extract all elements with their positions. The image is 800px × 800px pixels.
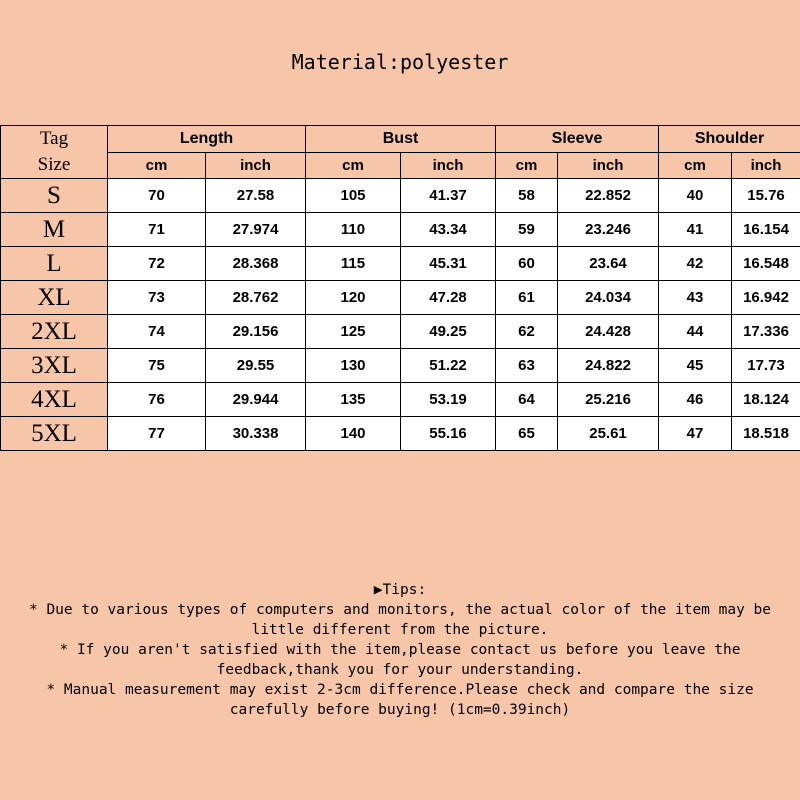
measurement-cell: 17.73: [732, 349, 800, 383]
measurement-cell: 63: [496, 349, 558, 383]
measurement-cell: 24.822: [558, 349, 659, 383]
measurement-cell: 60: [496, 247, 558, 281]
measurement-cell: 28.368: [206, 247, 306, 281]
measurement-cell: 30.338: [206, 417, 306, 451]
measurement-cell: 115: [306, 247, 401, 281]
tag-size-header: [1, 126, 108, 179]
measurement-cell: 29.55: [206, 349, 306, 383]
measurement-cell: 45: [659, 349, 732, 383]
measurement-cell: 47.28: [401, 281, 496, 315]
size-cell: 2XL: [1, 315, 108, 349]
measurement-cell: 25.216: [558, 383, 659, 417]
measurement-cell: 135: [306, 383, 401, 417]
measurement-cell: 53.19: [401, 383, 496, 417]
size-cell: XL: [1, 281, 108, 315]
measurement-cell: 61: [496, 281, 558, 315]
measurement-cell: 62: [496, 315, 558, 349]
size-cell: 5XL: [1, 417, 108, 451]
measurement-cell: 42: [659, 247, 732, 281]
length-header: Length: [108, 126, 306, 153]
measurement-cell: 41: [659, 213, 732, 247]
measurement-cell: 22.852: [558, 179, 659, 213]
measurement-cell: 77: [108, 417, 206, 451]
measurement-cell: 55.16: [401, 417, 496, 451]
measurement-cell: 51.22: [401, 349, 496, 383]
measurement-cell: 110: [306, 213, 401, 247]
size-cell: S: [1, 179, 108, 213]
header-unit-row: [1, 152, 800, 179]
measurement-cell: 16.942: [732, 281, 800, 315]
unit-header: cm: [306, 152, 401, 179]
unit-header: cm: [108, 152, 206, 179]
measurement-cell: 29.944: [206, 383, 306, 417]
measurement-cell: 72: [108, 247, 206, 281]
measurement-cell: 46: [659, 383, 732, 417]
measurement-cell: 18.124: [732, 383, 800, 417]
measurement-cell: 70: [108, 179, 206, 213]
measurement-cell: 75: [108, 349, 206, 383]
measurement-cell: 59: [496, 213, 558, 247]
sleeve-header: Sleeve: [496, 126, 659, 153]
size-label: Size: [37, 154, 71, 175]
tips-line: * Manual measurement may exist 2-3cm difference.Please check and compare the size: [46, 682, 754, 698]
header-group-row: [1, 126, 800, 153]
measurement-cell: 125: [306, 315, 401, 349]
measurement-cell: 74: [108, 315, 206, 349]
tips-line: * If you aren't satisfied with the item,please contact us before you leave the: [59, 642, 741, 658]
measurement-cell: 105: [306, 179, 401, 213]
measurement-cell: 28.762: [206, 281, 306, 315]
tips-heading: ▶Tips:: [373, 582, 427, 598]
measurement-cell: 49.25: [401, 315, 496, 349]
bust-header: Bust: [306, 126, 496, 153]
tips-line: * Due to various types of computers and monitors, the actual color of the item may be: [28, 602, 772, 618]
table-row: [1, 247, 800, 281]
measurement-cell: 44: [659, 315, 732, 349]
measurement-cell: 76: [108, 383, 206, 417]
measurement-cell: 16.154: [732, 213, 800, 247]
measurement-cell: 23.64: [558, 247, 659, 281]
page-title: Material:polyester: [291, 50, 509, 74]
measurement-cell: 15.76: [732, 179, 800, 213]
measurement-cell: 16.548: [732, 247, 800, 281]
measurement-cell: 73: [108, 281, 206, 315]
measurement-cell: 43: [659, 281, 732, 315]
unit-header: inch: [206, 152, 306, 179]
unit-header: inch: [401, 152, 496, 179]
measurement-cell: 27.58: [206, 179, 306, 213]
measurement-cell: 18.518: [732, 417, 800, 451]
measurement-cell: 40: [659, 179, 732, 213]
measurement-cell: 71: [108, 213, 206, 247]
unit-header: inch: [732, 152, 800, 179]
size-chart-table: [0, 125, 800, 451]
unit-header: cm: [659, 152, 732, 179]
measurement-cell: 29.156: [206, 315, 306, 349]
tips-section: [0, 580, 800, 720]
shoulder-header: Shoulder: [659, 126, 800, 153]
measurement-cell: 120: [306, 281, 401, 315]
measurement-cell: 23.246: [558, 213, 659, 247]
measurement-cell: 41.37: [401, 179, 496, 213]
table-row: [1, 417, 800, 451]
table-row: [1, 315, 800, 349]
unit-header: cm: [496, 152, 558, 179]
measurement-cell: 45.31: [401, 247, 496, 281]
tips-line: feedback,thank you for your understanding.: [216, 662, 584, 678]
measurement-cell: 25.61: [558, 417, 659, 451]
measurement-cell: 24.428: [558, 315, 659, 349]
table-row: [1, 179, 800, 213]
measurement-cell: 65: [496, 417, 558, 451]
measurement-cell: 24.034: [558, 281, 659, 315]
table-row: [1, 383, 800, 417]
table-row: [1, 349, 800, 383]
size-cell: L: [1, 247, 108, 281]
measurement-cell: 27.974: [206, 213, 306, 247]
measurement-cell: 140: [306, 417, 401, 451]
measurement-cell: 58: [496, 179, 558, 213]
measurement-cell: 47: [659, 417, 732, 451]
size-cell: 3XL: [1, 349, 108, 383]
tips-line: carefully before buying! (1cm=0.39inch): [229, 702, 571, 718]
table-row: [1, 213, 800, 247]
measurement-cell: 17.336: [732, 315, 800, 349]
measurement-cell: 130: [306, 349, 401, 383]
table-body: [1, 179, 800, 451]
size-cell: M: [1, 213, 108, 247]
table-row: [1, 281, 800, 315]
size-cell: 4XL: [1, 383, 108, 417]
tag-label: Tag: [39, 128, 69, 149]
tips-line: little different from the picture.: [251, 622, 549, 638]
unit-header: inch: [558, 152, 659, 179]
measurement-cell: 64: [496, 383, 558, 417]
measurement-cell: 43.34: [401, 213, 496, 247]
